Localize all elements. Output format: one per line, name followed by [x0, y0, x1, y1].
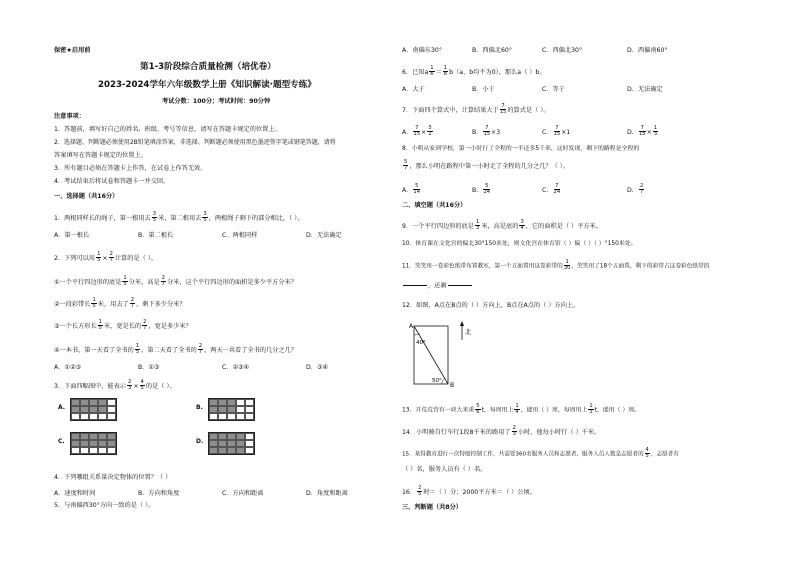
question-3: 3．下面四幅图中，能表示 $\frac{2}{3}$ × $\frac{4}{5}$ 的是（ ）。: [54, 379, 176, 392]
notice-line: 4．考试结束后将试卷和答题卡一并交回。: [54, 178, 170, 185]
right-column: [402, 0, 754, 562]
question-2: 2．下列可以用 $\frac{1}{5}$ × $\frac{2}{7}$ 计算的是（ ）。: [54, 251, 158, 264]
question-15-cont: （ ）名，服务人员有（ ）名。: [402, 466, 487, 473]
fraction: $\frac{3}{5}$: [203, 211, 207, 224]
angle-label: 50°: [432, 378, 442, 384]
question-14: 14．小明骑自行车行1段8千米的路用了 $\frac{2}{3}$ 小时，他每小时行（ ）千米。: [402, 425, 601, 438]
fraction: $\frac{3}{5}$: [152, 211, 157, 224]
question-7: 7．下面四个算式中，计算结果大于 $\frac{7}{15}$ 的算式是（ ）。: [402, 103, 550, 116]
exam-title: 第1-3阶段综合质量检测（培优卷）: [140, 62, 276, 72]
q2-option[interactable]: B．①③: [138, 364, 160, 371]
notice-line: 答案填写在答题卡规定的位置上。: [54, 152, 147, 159]
question-5: 5．与南偏西30°方向一致的是（ ）。: [54, 502, 155, 509]
q2-item: ①一个平行四边形的底是 $\frac{1}{5}$ 分米，高是 $\frac{2}{7}$ 分米，这个平行四边形的面积是多少平方分米？: [54, 275, 297, 288]
q12-direction-diagram: [402, 318, 472, 390]
section-fill-title: 二、填空题（共16分）: [402, 202, 467, 209]
q3-figure-a[interactable]: [70, 398, 117, 421]
q6-option[interactable]: A．大于: [402, 86, 425, 93]
q7-option[interactable]: A． $\frac{7}{15}$ × $\frac{3}{2}$: [402, 125, 432, 138]
q1-option[interactable]: A．第一根长: [54, 232, 90, 239]
point-a-label: A: [409, 323, 414, 330]
q1-option[interactable]: B．第二根长: [138, 232, 174, 239]
q3-option-c-label[interactable]: C.: [58, 438, 65, 445]
q1-option[interactable]: C．两根同样: [222, 232, 258, 239]
question-8-cont: $\frac{5}{7}$ ，那么小明在路程中第一小时走了全程的几分之几？（ ）。: [404, 159, 570, 172]
q3-option-d-label[interactable]: D.: [196, 438, 204, 445]
q8-option[interactable]: C． $\frac{7}{24}$: [542, 183, 561, 196]
q8-option[interactable]: D． $\frac{2}{7}$: [627, 183, 644, 196]
question-12: 12．如图，A点在B点的（ ）方向上，B点在A点的（ ）方向上。: [402, 302, 580, 309]
secret-label: 保密★启用前: [54, 47, 91, 54]
section-judge-title: 三、判断题（共8分）: [402, 504, 462, 511]
question-9: 9．一个平行四边形的底是 $\frac{1}{3}$ 米，高是底的 $\frac{3}{4}$ ，它的面积是（ ）平方米。: [402, 219, 602, 232]
q4-option[interactable]: A．速度和时间: [54, 490, 96, 497]
q2-option[interactable]: C．②③④: [222, 364, 250, 371]
q3-option-a-label[interactable]: A.: [58, 404, 66, 411]
question-11-cont: ，还剩: [402, 280, 473, 291]
q6-option[interactable]: C．等于: [542, 86, 565, 93]
north-label: 北: [465, 329, 472, 336]
question-10: 10．体育课在文化宫的偏北30°150米处，则文化宫在体育馆（ ）偏（ ）（ ）°150米处。: [402, 241, 637, 247]
notice-line: 2．选择题、判断题必须使用2B铅笔填涂答案，非选择、判断题必须使用黑色墨迹签字笔或钢笔答题，请将: [54, 139, 336, 146]
q3-figure-c[interactable]: [70, 432, 117, 455]
question-15: 15．某得教育进行一次特般控制工作，共需要360名服务人员和志愿者，服务人员人数是志愿者的 $\frac{4}{5}$ ，志愿者有: [402, 447, 679, 460]
q8-option[interactable]: B． $\frac{5}{24}$: [472, 183, 491, 196]
exam-subtitle: 2023-2024学年六年级数学上册《知识解读·题型专练》: [98, 80, 316, 90]
q4-option[interactable]: D．角度和距离: [306, 490, 348, 497]
q5-option[interactable]: A．南偏东30°: [402, 47, 442, 54]
notice-line: 3．所有题目必须在答题卡上作答，在试卷上作答无效。: [54, 165, 207, 172]
q5-option[interactable]: D．西偏南60°: [627, 47, 668, 54]
q3-figure-b[interactable]: [208, 398, 255, 421]
q2-item: ④一本书，第一天看了全书的 $\frac{1}{5}$ ，第二天看了全书的 $\frac{2}{7}$ ，两天一共看了全书的几分之几？: [54, 343, 297, 356]
question-8: 8．小明从家到学校，第一小时行了全程的一半还多5千米，这时发现，剩下的路程是全程的: [402, 146, 640, 152]
question-13: 13．开荒荒营有一块大米重 $\frac{5}{6}$ t，每周用上 $\frac{1}{4}$ ，能用（ ）周，每周用上 $\frac{1}{3}$ t，能用（ ）周。: [402, 403, 641, 416]
question-1: 1．两根同样长的绳子，第一根用去 $\frac{3}{5}$ 米，第二根用去 $\frac{3}{5}$ ，两根绳子剩下的部分相比，（ ）。: [54, 211, 304, 224]
notice-title: 注意事项：: [54, 113, 85, 120]
q1-option[interactable]: D．无法确定: [306, 232, 342, 239]
answer-fraction-blank[interactable]: [448, 280, 472, 291]
angle-label: 40°: [416, 340, 426, 346]
question-6: 6．已知a $\frac{1}{6}$ ＝ $\frac{1}{8}$ b（a、b均不为0），那么a（ ）b。: [402, 65, 546, 78]
q4-option[interactable]: B．方向和角度: [138, 490, 180, 497]
q2-option[interactable]: A．①②③: [54, 364, 82, 371]
q3-option-b-label[interactable]: B.: [196, 404, 203, 411]
q7-option[interactable]: D． $\frac{7}{15}$ × $\frac{1}{3}$: [627, 125, 658, 138]
exam-meta: 考试分数：100分；考试时间：90分钟: [162, 98, 271, 105]
q7-option[interactable]: B． $\frac{7}{15}$ ×3: [472, 125, 501, 138]
point-b-label: B: [450, 382, 455, 389]
q6-option[interactable]: D．无法确定: [627, 86, 663, 93]
q5-option[interactable]: C．西偏北30°: [542, 47, 583, 54]
q5-option[interactable]: B．西偏北60°: [472, 47, 512, 54]
q7-option[interactable]: C． $\frac{7}{15}$ ×1: [542, 125, 571, 138]
answer-fraction-blank[interactable]: [403, 280, 427, 291]
question-4: 4．下列哪组关系量决定物体的位置？（ ）: [54, 474, 172, 481]
q3-figure-d[interactable]: [208, 432, 255, 455]
q2-option[interactable]: D．③④: [306, 364, 329, 371]
section-choice-title: 一、选择题（共16分）: [54, 193, 119, 200]
question-16: 16． $\frac{2}{5}$ 时＝（ ）分；2000平方米＝（ ）公顷。: [402, 485, 536, 498]
notice-line: 1．答题前，填写好自己的姓名、班级、考号等信息，请写在答题卡规定的位置上。: [54, 126, 281, 133]
q2-item: ③一个长方形长 $\frac{1}{5}$ 米，宽是长的 $\frac{2}{7}$ ，宽是多少米？: [54, 319, 192, 332]
q6-option[interactable]: B．小于: [472, 86, 495, 93]
q2-item: ②一段彩带长 $\frac{1}{5}$ 米，用去了 $\frac{2}{7}$ ，剩下多少分米？: [54, 297, 186, 310]
question-11: 11．笑笑用一卷彩色纸带布置教室，第一个五面置用这卷彩带的 $\frac{1}{30}$ ，笑笑用了18个五面置，剩下的彩带占这卷彩色纸带的: [402, 259, 710, 272]
q4-option[interactable]: C．方向和距离: [222, 490, 264, 497]
q8-option[interactable]: A． $\frac{5}{14}$: [402, 183, 421, 196]
left-column: [40, 0, 390, 562]
